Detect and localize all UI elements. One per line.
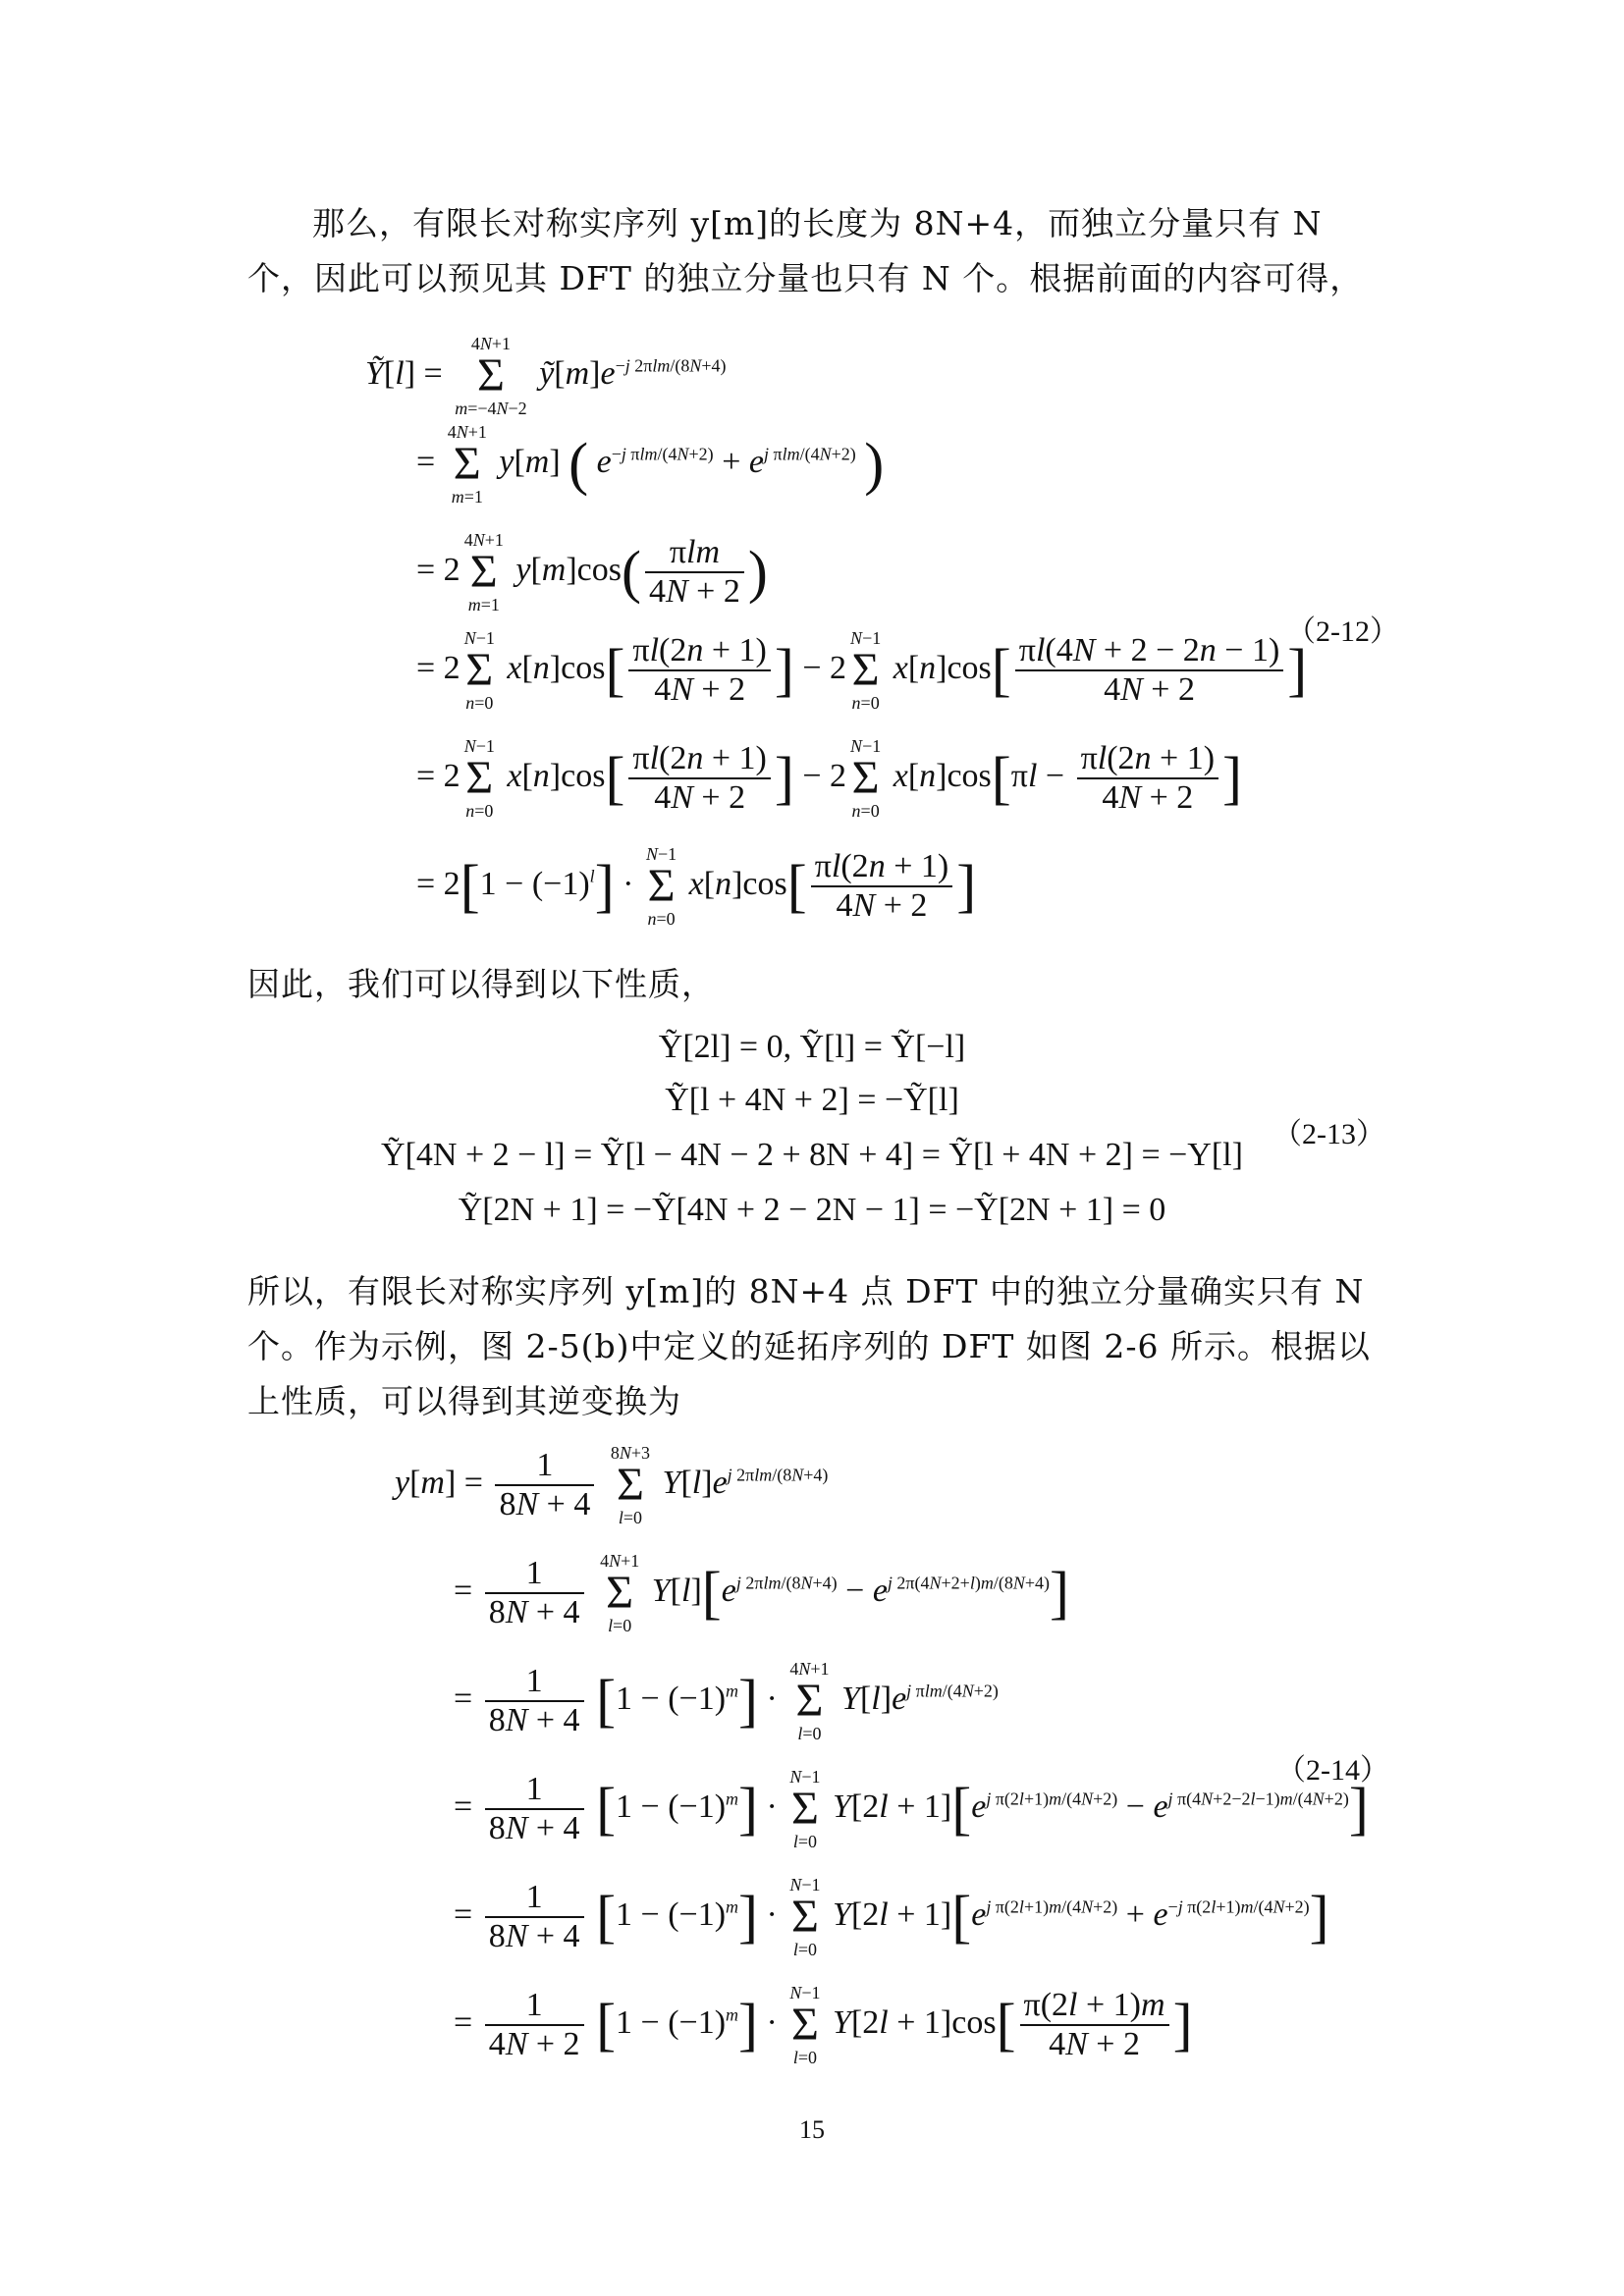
eq13-line4: Ỹ[2N + 1] = −Ỹ[4N + 2 − 2N − 1] = −Ỹ[2N + 1] = 0 [458, 1192, 1166, 1228]
eq14-line6: = $\frac{1}{4N + 2}$ $[1 - (-1)^m]$ · N−1 Σ l=0 Y[2l + 1]cos[ $\frac{\pi(2l + 1)m}{4N + 2}$ ] [454, 1983, 1193, 2067]
eq12-line6: = $2[1 - (-1)^l]$ · N−1 Σ n=0 x[n]cos[ $\frac{\pi l(2n + 1)}{4N + 2}$ ] [416, 844, 977, 929]
eq12-line2: = 4N+1 Σ m=1 y[m] ( $e^{-j \pi lm/(4N+2)} + e^{j \pi lm/(4N+2)}$ ) [416, 422, 885, 507]
paragraph-properties: 因此，我们可以得到以下性质， [247, 965, 715, 1003]
eq12-line3: = 2 4N+1 Σ m=1 y[m]cos( $\frac{\text{πlm}}{4N + 2}$ ) [416, 530, 768, 614]
eq12-line4: = 2 N−1 Σ n=0 x[n]cos[ $\frac{\pi l(2n + 1)}{4N + 2}$ ] − 2 N−1 Σ n=0 x[n]cos[ $\frac{\pi l(4N + 2 - 2n - 1)}{4N + 2}$ ] [416, 628, 1308, 713]
eq12-line5: = 2 N−1 Σ n=0 x[n]cos[ $\frac{\pi l(2n + 1)}{4N + 2}$ ] − 2 N−1 Σ n=0 x[n]cos[πl − $\frac{\pi l(2n + 1)}{4N + 2}$ ] [416, 736, 1243, 821]
eq13-line3: Ỹ[4N + 2 − l] = Ỹ[l − 4N − 2 + 8N + 4] = Ỹ[l + 4N + 2] = −Y[l] [381, 1137, 1243, 1173]
eq14-line5: = $\frac{1}{8N + 4}$ $[1 - (-1)^m]$ · N−1 Σ l=0 $Y[2l + 1][e^{j \pi(2l+1)m/(4N+2)} + e^{-j \pi(2l+1)m/(4N+2)}]$ [454, 1875, 1329, 1959]
eq12-number: （2-12） [1286, 615, 1399, 648]
eq13-line1: Ỹ[2l] = 0, Ỹ[l] = Ỹ[−l] [658, 1029, 966, 1065]
eq14-line4: = $\frac{1}{8N + 4}$ $[1 - (-1)^m]$ · N−1 Σ l=0 $Y[2l + 1][e^{j \pi(2l+1)m/(4N+2)} - e^{j \pi(4N+2-2l-1)m/(4N+2)}]$ [454, 1767, 1369, 1851]
eq14-line1: y[m] = $\frac{1}{8N + 4}$ 8N+3 Σ l=0 $Y[l]e^{j 2\pi lm/(8N+4)}$ [395, 1443, 829, 1527]
eq14-number: （2-14） [1276, 1754, 1389, 1787]
paragraph-intro: 那么，有限长对称实序列 y[m]的长度为 8N+4，而独立分量只有 N 个，因此可以预见其 DFT 的独立分量也只有 N 个。根据前面的内容可得， [247, 204, 1364, 297]
paragraph-inverse: 所以，有限长对称实序列 y[m]的 8N+4 点 DFT 中的独立分量确实只有 N 个。作为示例，图 2-5(b)中定义的延拓序列的 DFT 如图 2-6 所示。根据以上性质，可以得到其逆变换为 [247, 1272, 1371, 1420]
eq14-line2: = $\frac{1}{8N + 4}$ 4N+1 Σ l=0 $Y[l][e^{j 2\pi lm/(8N+4)} - e^{j 2\pi(4N+2+l)m/(8N+4)}]$ [454, 1551, 1070, 1635]
eq12-line1: Ỹ[l] = 4N+1 Σ m=−4N−2 $ỹ[m]e^{-j 2\pi lm/(8N+4)}$ [365, 334, 727, 418]
page-number: 15 [799, 2115, 825, 2144]
eq13-number: （2-13） [1272, 1118, 1385, 1150]
eq13-line2: Ỹ[l + 4N + 2] = −Ỹ[l] [665, 1082, 959, 1118]
eq14-line3: = $\frac{1}{8N + 4}$ $[1 - (-1)^m]$ · 4N+1 Σ l=0 $Y[l]e^{j \pi lm/(4N+2)}$ [454, 1659, 999, 1743]
